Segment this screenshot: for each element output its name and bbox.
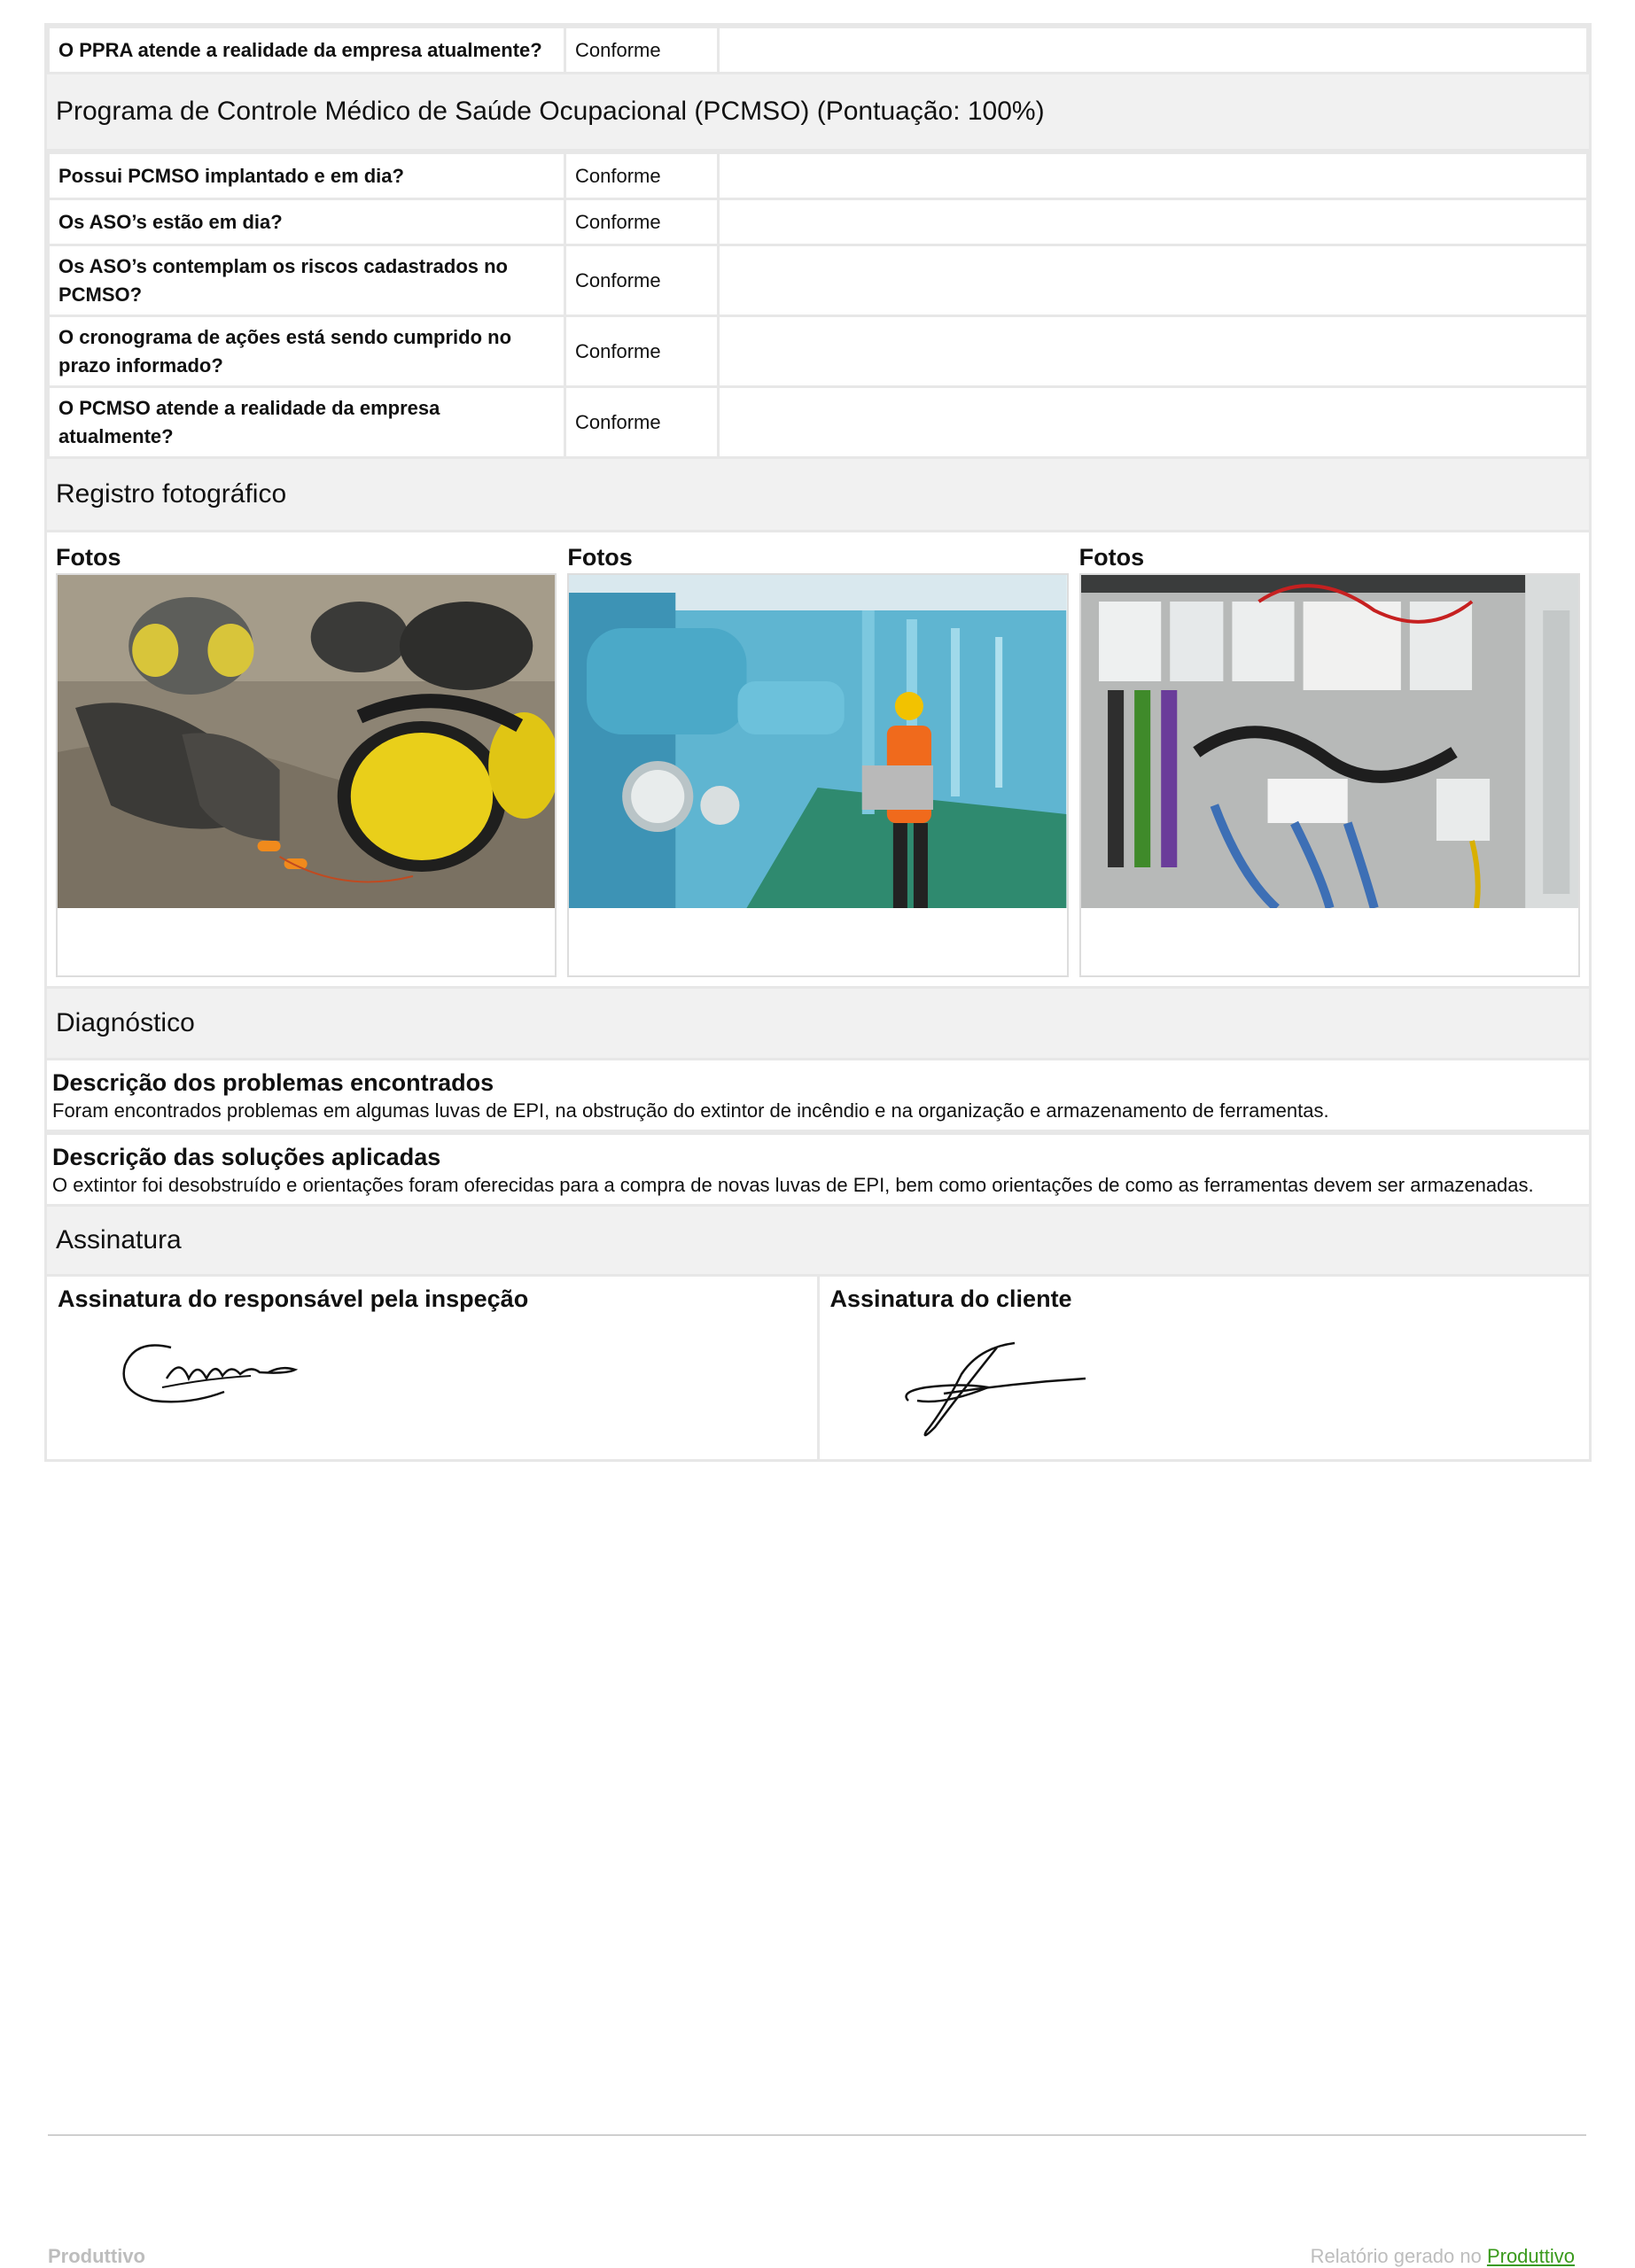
photo-label: Fotos bbox=[1078, 544, 1145, 571]
photo-label: Fotos bbox=[567, 544, 633, 571]
footer-produttivo-link[interactable]: Produttivo bbox=[1486, 2245, 1575, 2267]
photo-gallery bbox=[44, 530, 1592, 989]
photo-frame[interactable] bbox=[56, 573, 557, 977]
electrical-panel-photo bbox=[1081, 575, 1578, 908]
table-row bbox=[49, 199, 1588, 245]
table-row bbox=[49, 245, 1588, 316]
table-row bbox=[49, 27, 1588, 74]
problems-block bbox=[44, 1058, 1592, 1132]
photo-label: Fotos bbox=[56, 544, 121, 571]
photo-item bbox=[56, 541, 557, 977]
observation-cell bbox=[719, 387, 1588, 458]
table-row bbox=[49, 387, 1588, 458]
question-text: O cronograma de ações está sendo cumprido no prazo informado? bbox=[49, 316, 565, 387]
inspector-signature bbox=[47, 1277, 817, 1459]
client-signature bbox=[817, 1277, 1590, 1459]
question-text: Os ASO’s contemplam os riscos cadastrados no PCMSO? bbox=[49, 245, 565, 316]
footer-brand: Produttivo bbox=[48, 2245, 145, 2267]
section-title-diagnostico: Diagnóstico bbox=[44, 989, 1592, 1058]
table-row bbox=[49, 153, 1588, 199]
table-row bbox=[49, 316, 1588, 387]
inspector-signature-image bbox=[118, 1339, 313, 1427]
answer-text: Conforme bbox=[565, 387, 719, 458]
observation-cell bbox=[719, 153, 1588, 199]
ppra-table-tail bbox=[44, 23, 1592, 74]
question-text: Os ASO’s estão em dia? bbox=[49, 199, 565, 245]
answer-text: Conforme bbox=[565, 199, 719, 245]
question-text: O PPRA atende a realidade da empresa atualmente? bbox=[49, 27, 565, 74]
answer-text: Conforme bbox=[565, 27, 719, 74]
answer-text: Conforme bbox=[565, 316, 719, 387]
observation-cell bbox=[719, 316, 1588, 387]
section-title-photos: Registro fotográfico bbox=[44, 459, 1592, 530]
ppe-equipment-photo bbox=[58, 575, 555, 908]
photo-item bbox=[567, 541, 1068, 977]
photo-item bbox=[1079, 541, 1580, 977]
solutions-text: O extintor foi desobstruído e orientações foram oferecidas para a compra de novas luvas de EPI, bem como orientações de como as ferramentas devem ser armazenadas. bbox=[52, 1174, 1534, 1196]
solutions-block bbox=[44, 1132, 1592, 1207]
observation-cell bbox=[719, 245, 1588, 316]
section-title-pcmso: Programa de Controle Médico de Saúde Ocupacional (PCMSO) (Pontuação: 100%) bbox=[44, 74, 1592, 149]
pcmso-table bbox=[44, 149, 1592, 459]
photo-frame[interactable] bbox=[567, 573, 1068, 977]
answer-text: Conforme bbox=[565, 153, 719, 199]
observation-cell bbox=[719, 199, 1588, 245]
industrial-plant-worker-photo bbox=[569, 575, 1066, 908]
client-signature-label: Assinatura do cliente bbox=[829, 1285, 1072, 1312]
solutions-title: Descrição das soluções aplicadas bbox=[52, 1144, 441, 1170]
signature-block bbox=[44, 1274, 1592, 1462]
observation-cell bbox=[719, 27, 1588, 74]
inspector-signature-label: Assinatura do responsável pela inspeção bbox=[58, 1285, 529, 1312]
problems-text: Foram encontrados problemas em algumas luvas de EPI, na obstrução do extintor de incêndio e na organização e armazenamento de ferramentas. bbox=[52, 1099, 1329, 1122]
footer-generated-text: Relatório gerado no bbox=[1310, 2245, 1487, 2267]
report-page bbox=[44, 23, 1592, 1462]
question-text: Possui PCMSO implantado e em dia? bbox=[49, 153, 565, 199]
question-text: O PCMSO atende a realidade da empresa atualmente? bbox=[49, 387, 565, 458]
problems-title: Descrição dos problemas encontrados bbox=[52, 1069, 494, 1096]
answer-text: Conforme bbox=[565, 245, 719, 316]
section-title-assinatura: Assinatura bbox=[44, 1207, 1592, 1274]
footer-divider bbox=[48, 2134, 1586, 2136]
photo-frame[interactable] bbox=[1079, 573, 1580, 977]
footer-generated-by bbox=[1311, 2245, 1575, 2268]
client-signature-image bbox=[891, 1339, 1103, 1445]
